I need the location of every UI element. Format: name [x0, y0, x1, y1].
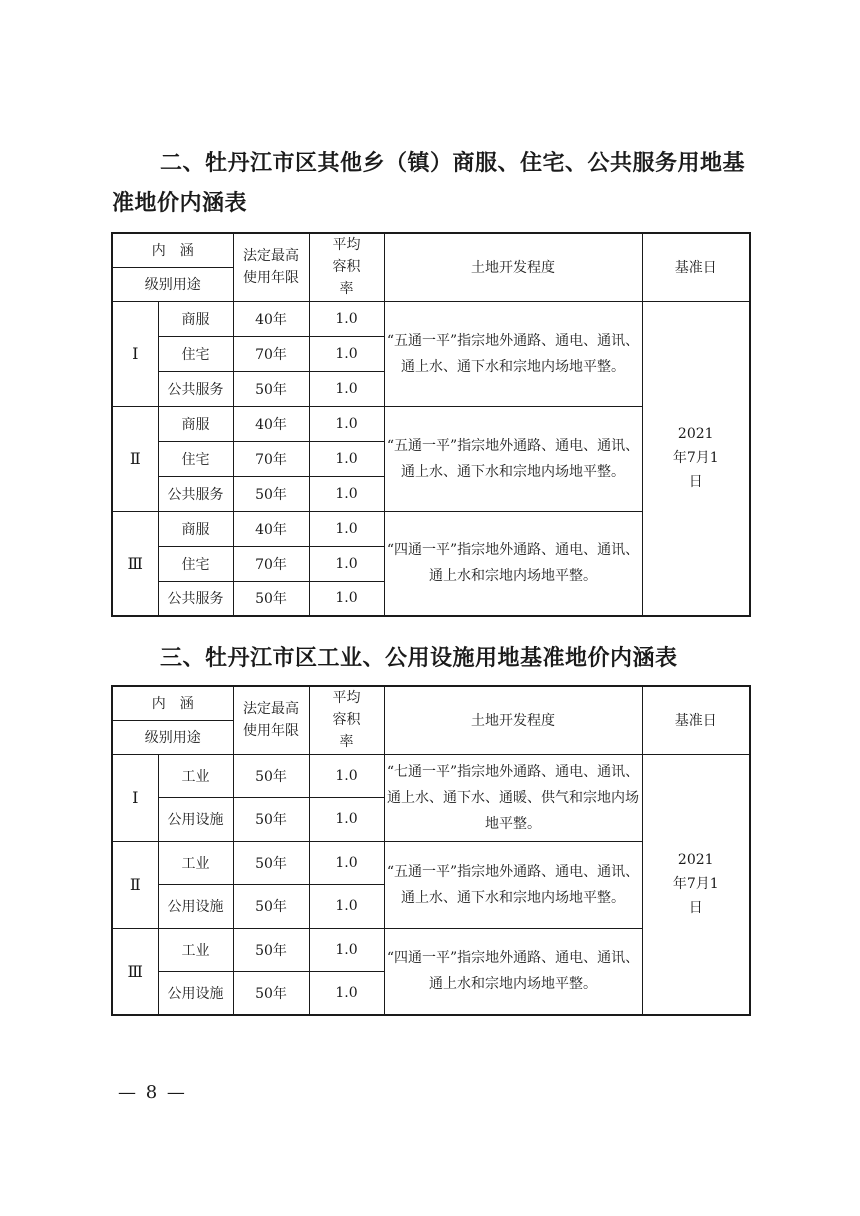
header-dev: 土地开发程度 — [384, 686, 642, 754]
years-cell: 50年 — [233, 884, 309, 928]
years-cell: 50年 — [233, 797, 309, 841]
years-cell: 50年 — [233, 581, 309, 616]
header-years: 法定最高使用年限 — [233, 686, 309, 754]
level-cell: Ⅰ — [112, 301, 158, 406]
ratio-cell: 1.0 — [309, 928, 384, 971]
header-date: 基准日 — [642, 233, 750, 301]
use-cell: 公共服务 — [158, 476, 233, 511]
header-neihan: 内 涵 — [112, 233, 233, 267]
date-cell: 2021年7月1日 — [642, 301, 750, 616]
years-cell: 70年 — [233, 441, 309, 476]
use-cell: 商服 — [158, 511, 233, 546]
dev-cell: “四通一平”指宗地外通路、通电、通讯、通上水和宗地内场地平整。 — [384, 511, 642, 616]
section2-title-cont: 准地价内涵表 — [112, 191, 248, 216]
dev-cell: “五通一平”指宗地外通路、通电、通讯、通上水、通下水和宗地内场地平整。 — [384, 406, 642, 511]
level-cell: Ⅲ — [112, 511, 158, 616]
section2-title: 二、牡丹江市区其他乡（镇）商服、住宅、公共服务用地基 — [160, 151, 746, 176]
years-cell: 50年 — [233, 476, 309, 511]
ratio-cell: 1.0 — [309, 301, 384, 336]
ratio-cell: 1.0 — [309, 441, 384, 476]
years-cell: 40年 — [233, 511, 309, 546]
use-cell: 住宅 — [158, 546, 233, 581]
dev-cell: “五通一平”指宗地外通路、通电、通讯、通上水、通下水和宗地内场地平整。 — [384, 841, 642, 928]
header-years: 法定最高使用年限 — [233, 233, 309, 301]
ratio-cell: 1.0 — [309, 336, 384, 371]
header-dev: 土地开发程度 — [384, 233, 642, 301]
ratio-cell: 1.0 — [309, 371, 384, 406]
years-cell: 50年 — [233, 841, 309, 884]
years-cell: 50年 — [233, 754, 309, 797]
years-cell: 40年 — [233, 406, 309, 441]
years-cell: 50年 — [233, 371, 309, 406]
use-cell: 商服 — [158, 301, 233, 336]
ratio-cell: 1.0 — [309, 797, 384, 841]
level-cell: Ⅱ — [112, 406, 158, 511]
use-cell: 商服 — [158, 406, 233, 441]
ratio-cell: 1.0 — [309, 841, 384, 884]
ratio-cell: 1.0 — [309, 546, 384, 581]
dev-cell: “七通一平”指宗地外通路、通电、通讯、通上水、通下水、通暖、供气和宗地内场地平整。 — [384, 754, 642, 841]
header-neihan: 内 涵 — [112, 686, 233, 720]
use-cell: 工业 — [158, 928, 233, 971]
use-cell: 公用设施 — [158, 797, 233, 841]
use-cell: 住宅 — [158, 336, 233, 371]
header-date: 基准日 — [642, 686, 750, 754]
use-cell: 公用设施 — [158, 884, 233, 928]
years-cell: 70年 — [233, 336, 309, 371]
use-cell: 工业 — [158, 841, 233, 884]
level-cell: Ⅲ — [112, 928, 158, 1015]
dev-cell: “四通一平”指宗地外通路、通电、通讯、通上水和宗地内场地平整。 — [384, 928, 642, 1015]
section2-table — [111, 232, 751, 617]
header-ratio: 平均容积率 — [309, 686, 384, 754]
years-cell: 40年 — [233, 301, 309, 336]
use-cell: 工业 — [158, 754, 233, 797]
ratio-cell: 1.0 — [309, 754, 384, 797]
date-cell: 2021年7月1日 — [642, 754, 750, 1015]
page-number: — 8 — — [118, 1082, 187, 1103]
ratio-cell: 1.0 — [309, 884, 384, 928]
ratio-cell: 1.0 — [309, 406, 384, 441]
header-jibie: 级别用途 — [112, 267, 233, 301]
section3-title: 三、牡丹江市区工业、公用设施用地基准地价内涵表 — [160, 646, 678, 671]
header-jibie: 级别用途 — [112, 720, 233, 754]
ratio-cell: 1.0 — [309, 511, 384, 546]
years-cell: 50年 — [233, 971, 309, 1015]
use-cell: 公用设施 — [158, 971, 233, 1015]
years-cell: 70年 — [233, 546, 309, 581]
use-cell: 公共服务 — [158, 371, 233, 406]
level-cell: Ⅰ — [112, 754, 158, 841]
header-ratio: 平均容积率 — [309, 233, 384, 301]
use-cell: 公共服务 — [158, 581, 233, 616]
ratio-cell: 1.0 — [309, 971, 384, 1015]
level-cell: Ⅱ — [112, 841, 158, 928]
years-cell: 50年 — [233, 928, 309, 971]
ratio-cell: 1.0 — [309, 476, 384, 511]
section3-table — [111, 685, 751, 1016]
dev-cell: “五通一平”指宗地外通路、通电、通讯、通上水、通下水和宗地内场地平整。 — [384, 301, 642, 406]
ratio-cell: 1.0 — [309, 581, 384, 616]
use-cell: 住宅 — [158, 441, 233, 476]
